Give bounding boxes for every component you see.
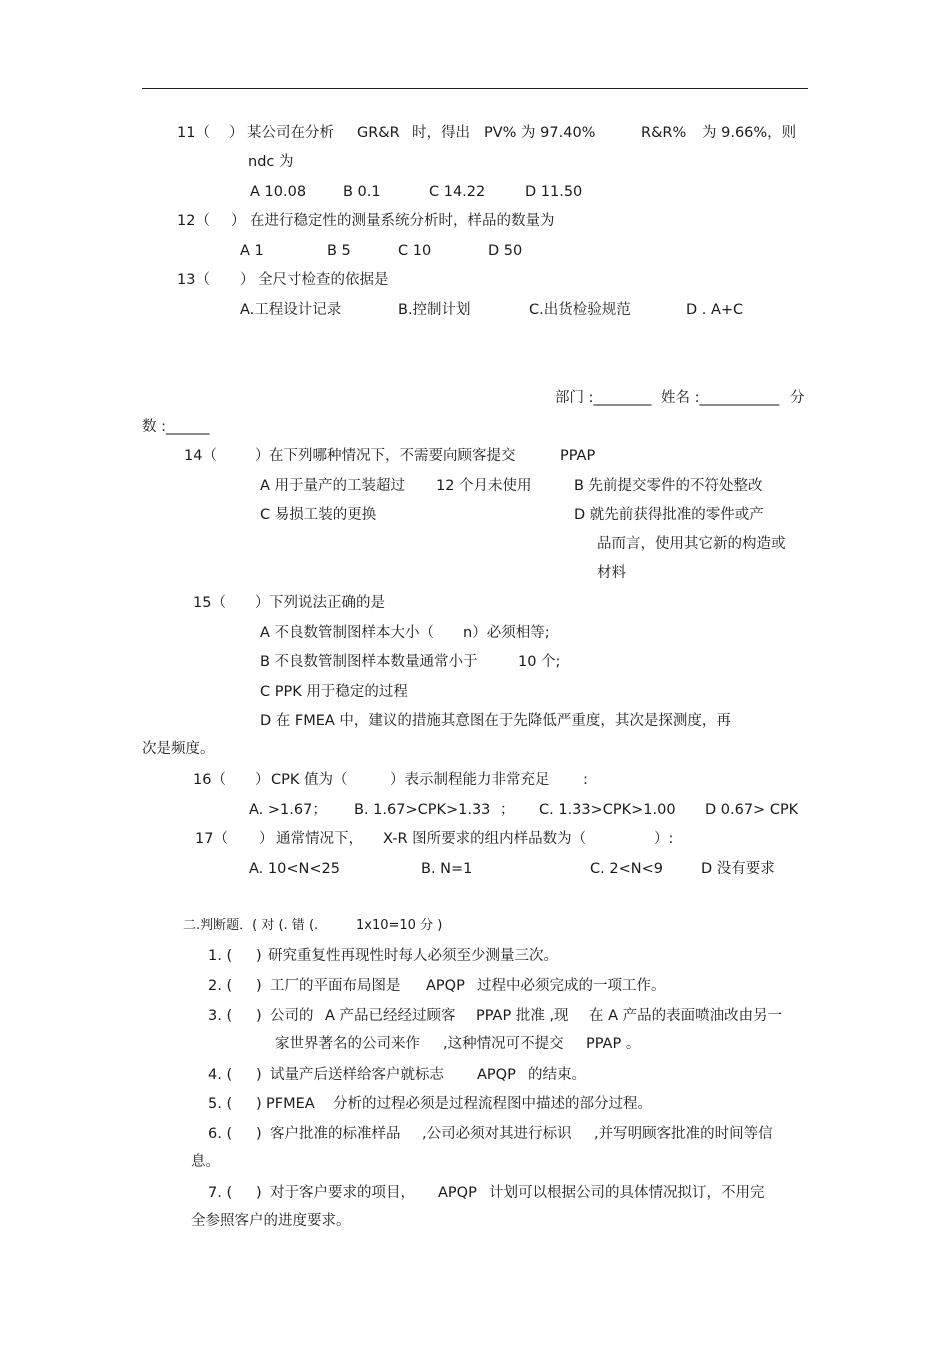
q11-option-b: B 0.1 — [343, 184, 381, 200]
q17-option-c: C. 2<N<9 — [590, 861, 663, 877]
q11-option-d: D 11.50 — [525, 184, 583, 200]
judge2-number: 2. ( — [208, 978, 233, 994]
q16-text2: ）表示制程能力非常充足 — [390, 772, 550, 788]
judge3-text3: PPAP 批准 ,现 — [476, 1008, 569, 1024]
judge6-answer-paren: ) — [256, 1126, 262, 1142]
q12-answer-paren: ） — [231, 213, 246, 229]
judge3-text: 公司的 — [270, 1008, 314, 1024]
q17-tail: ）: — [654, 831, 674, 847]
q13-option-a: A.工程设计记录 — [240, 302, 342, 318]
judge7-text: 对于客户要求的项目， — [270, 1185, 415, 1201]
judge1-number: 1. ( — [208, 948, 233, 964]
q11-grr: GR&R — [357, 125, 400, 141]
judge6-text3: ,并写明顾客批准的时间等信 — [594, 1126, 773, 1142]
q17-option-b: B. N=1 — [421, 861, 473, 877]
q16-text: CPK 值为（ — [271, 772, 348, 788]
q17-answer-paren: ） — [259, 831, 274, 847]
q12-number: 12（ — [177, 213, 210, 229]
q16-answer-paren: ） — [255, 772, 270, 788]
q17-number: 17（ — [195, 831, 228, 847]
q15-option-b: B 不良数管制图样本数量通常小于 — [260, 654, 478, 670]
q13-option-b: B.控制计划 — [398, 302, 471, 318]
q14-option-d-line3: 材料 — [597, 565, 626, 581]
judge7-apqp: APQP — [438, 1185, 477, 1201]
judge5-answer-paren: ) — [256, 1096, 262, 1112]
q11-text2: 时，得出 — [412, 125, 470, 141]
q17-xr: X-R 图所要求的组内样品数为（ — [383, 831, 587, 847]
q15-option-a2: n）必须相等; — [463, 625, 550, 641]
q13-option-d: D . A+C — [686, 302, 744, 318]
judge4-text3: 的结束。 — [528, 1067, 586, 1083]
judge3-line2a: 家世界著名的公司来作 — [275, 1036, 420, 1052]
q13-text: 全尺寸检查的依据是 — [258, 272, 389, 288]
q14-option-c: C 易损工装的更换 — [260, 507, 377, 523]
name-field: 姓名 :___________ — [661, 390, 780, 406]
section2-score: 1x10=10 分 ) — [356, 918, 443, 933]
q11-option-a: A 10.08 — [250, 184, 307, 200]
q15-number: 15（ — [193, 595, 226, 611]
score-field-b: 数 :______ — [142, 419, 210, 435]
q13-option-c: C.出货检验规范 — [529, 302, 631, 318]
judge7-text3: 计划可以根据公司的具体情况拟订，不用完 — [489, 1185, 765, 1201]
judge2-text3: 过程中必须完成的一项工作。 — [477, 978, 666, 994]
q15-answer-paren: ） — [255, 595, 270, 611]
q12-option-b: B 5 — [327, 243, 351, 259]
q15-option-d-line1: D 在 FMEA 中，建议的措施其意图在于先降低严重度，其次是探测度，再 — [260, 713, 731, 729]
score-field-a: 分 — [790, 390, 805, 406]
q17-option-a: A. 10<N<25 — [249, 861, 340, 877]
q15-option-c: C PPK 用于稳定的过程 — [260, 684, 408, 700]
q13-number: 13（ — [177, 272, 210, 288]
q16-option-a: A. >1.67； — [249, 802, 327, 818]
q11-option-c: C 14.22 — [429, 184, 486, 200]
dept-field: 部门 :________ — [555, 390, 652, 406]
header-rule — [142, 88, 808, 89]
section2-title: 二.判断题．( 对 (. 错 (. — [183, 918, 319, 933]
judge7-line2: 全参照客户的进度要求。 — [191, 1213, 351, 1229]
q12-option-a: A 1 — [240, 243, 264, 259]
judge5-number: 5. ( — [208, 1096, 233, 1112]
q11-number: 11（ — [177, 125, 210, 141]
q16-number: 16（ — [193, 772, 226, 788]
q11-rr-value: 为 9.66%，则 — [702, 125, 797, 141]
judge2-text: 工厂的平面布局图是 — [270, 978, 401, 994]
q14-option-d-line1: D 就先前获得批准的零件或产 — [574, 507, 764, 523]
q14-option-b: B 先前提交零件的不符处整改 — [574, 478, 763, 494]
judge7-number: 7. ( — [208, 1185, 233, 1201]
judge6-text2: ,公司必须对其进行标识 — [422, 1126, 572, 1142]
q11-text: 某公司在分析 — [247, 125, 334, 141]
q14-answer-paren: ） — [255, 448, 270, 464]
q15-option-a: A 不良数管制图样本大小（ — [260, 625, 435, 641]
q14-number: 14（ — [184, 448, 217, 464]
judge5-text2: 分析的过程必须是过程流程图中描述的部分过程。 — [333, 1096, 652, 1112]
q11-pv: PV% 为 97.40% — [484, 125, 596, 141]
q14-ppap: PPAP — [560, 448, 596, 464]
judge2-apqp: APQP — [426, 978, 465, 994]
q12-option-c: C 10 — [398, 243, 432, 259]
q13-answer-paren: ） — [240, 272, 255, 288]
judge4-answer-paren: ) — [256, 1067, 262, 1083]
judge3-line2c: PPAP 。 — [586, 1036, 641, 1052]
judge6-line2: 息。 — [191, 1154, 220, 1170]
q16-colon: : — [583, 772, 588, 788]
judge3-line2b: ,这种情况可不提交 — [443, 1036, 564, 1052]
q16-option-b: B. 1.67>CPK>1.33 — [354, 802, 491, 818]
judge4-text: 试量产后送样给客户就标志 — [270, 1067, 444, 1083]
q15-text: 下列说法正确的是 — [269, 595, 385, 611]
q12-option-d: D 50 — [488, 243, 523, 259]
q16-option-c: C. 1.33>CPK>1.00 — [539, 802, 676, 818]
q15-option-b2: 10 个; — [518, 654, 561, 670]
judge6-number: 6. ( — [208, 1126, 233, 1142]
judge3-number: 3. ( — [208, 1008, 233, 1024]
judge5-text: PFMEA — [266, 1096, 315, 1112]
judge4-apqp: APQP — [477, 1067, 516, 1083]
judge1-answer-paren: ) — [256, 948, 262, 964]
judge6-text: 客户批准的标准样品 — [270, 1126, 401, 1142]
q11-answer-paren: ） — [229, 125, 244, 141]
judge3-text2: A 产品已经经过顾客 — [325, 1008, 456, 1024]
q11-rr: R&R% — [641, 125, 687, 141]
judge4-number: 4. ( — [208, 1067, 233, 1083]
q16-option-b-sep: ； — [500, 802, 515, 818]
q16-option-d: D 0.67> CPK — [705, 802, 799, 818]
judge1-text: 研究重复性再现性时每人必须至少测量三次。 — [268, 948, 558, 964]
judge2-answer-paren: ) — [256, 978, 262, 994]
judge3-answer-paren: ) — [256, 1008, 262, 1024]
q17-text: 通常情况下， — [276, 831, 363, 847]
q14-text: 在下列哪种情况下，不需要向顾客提交 — [269, 448, 516, 464]
q11-line2: ndc 为 — [248, 154, 294, 170]
q14-option-a: A 用于量产的工装超过 — [260, 478, 406, 494]
q17-option-d: D 没有要求 — [701, 861, 775, 877]
q14-option-d-line2: 品而言，使用其它新的构造或 — [597, 536, 786, 552]
judge3-text4: 在 A 产品的表面喷油改由另一 — [589, 1008, 783, 1024]
q14-option-a2: 12 个月未使用 — [436, 478, 532, 494]
judge7-answer-paren: ) — [256, 1185, 262, 1201]
q15-option-d-line2: 次是频度。 — [142, 741, 215, 757]
q12-text: 在进行稳定性的测量系统分析时，样品的数量为 — [250, 213, 555, 229]
